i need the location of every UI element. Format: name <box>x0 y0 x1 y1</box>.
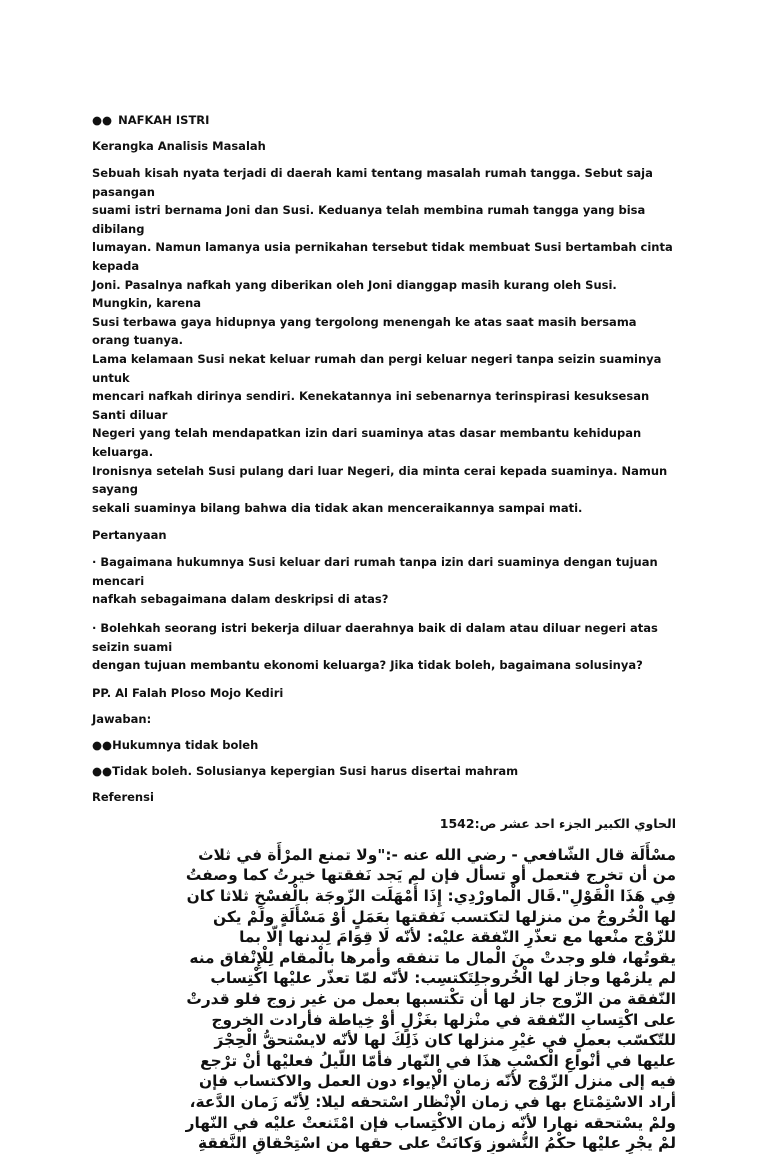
source-label: PP. Al Falah Ploso Mojo Kediri <box>92 685 284 700</box>
document-subtitle: Kerangka Analisis Masalah <box>92 139 266 153</box>
references-label: Referensi <box>92 789 154 804</box>
answer-1-text: Hukumnya tidak boleh <box>112 737 259 752</box>
document-page <box>92 112 676 1154</box>
arabic-quote-text: مسْأَلَة قال الشّافعي - رضي الله عنه -:"ولا تمنع المرْأَة في ثلاث من أن تخرج فتعمل أو تسأل فإن لم يَجد نَفقتها خيرتُ كما وصفتُ فِي هَذَا الْقَوْلِ".قَال الْماورْدِي: إِذَا أَمْهَلَت الزّوجَة بالْفسْخِ ثلاثا كان لها الْخُروجُ من منزلها لتكتسب نَفقتها بعَمَلٍ أوْ مَسْأَلَةٍ ولَمْ يكن للزّوْج منْعها مع تعذّرِ النّفقة عليْه: لأنّه لَا قِوَامَ لِبدنها إلّا بما يقوتُها، فلو وجدتْ منَ الْمال ما تنفقه وأمرها بالْمقام لِلْإِنْفاق منه لم يلزمْها وجاز لها الْخُروجلِتَكتسِب: لأنّه لمّا تعذّر عليْها اكْتِساب النّفقة من الزّوج جاز لها أن تكْتسبها بعمل من غير زوج فلو قدرتْ على اكْتِسابِ النّفقة في منْزلها بغَزْلٍ أوْ خِياطة فأرادت الخروج للتّكسّب بعملٍ في غيْرِ منزلها كان ذَلِكَ لها لأنّه لايسْتحقُّ الْحِجْرَ عليها في أنْواعِ الْكسْبِ هذَا في النّهار فأمّا اللّيلُ فعليْها أنْ ترْجع فيه إلى منزل الزّوْج لأنّه زمان الْإيواء دون العمل والاكتساب فإن أراد الاسْتِمْتاع بها في زمان الْإنْظار اسْتحقه ليلا: لِأنّه زَمان الدَّعة، ولمْ يسْتحقه نهارا لأنّه زمان الاكْتِساب فإن امْتَنعتْ عليْه في النّهار لمْ يجْرِ عليْها حكْمُ النُّشوزِ وَكانَتْ على حقها من اسْتِحْقاقِ النَّفقةِ <box>185 845 676 1153</box>
answer-1 <box>92 737 676 753</box>
document-title <box>92 112 676 128</box>
answer-1-bullet: ●● <box>92 737 113 752</box>
arabic-reference-title: الحاوي الكبير الجزء احد عشر ص:1542 <box>439 815 676 831</box>
story-paragraph: Sebuah kisah nyata terjadi di daerah kami tentang masalah rumah tangga. Sebut saja pasangan suami istri bernama Joni dan Susi. Keduanya telah membina rumah tangga yang bisa dibilang lumayan. Namun lamanya usia pernikahan tersebut tidak membuat Susi bertambah cinta kepada Joni. Pasalnya nafkah yang diberikan oleh Joni dianggap masih kurang oleh Susi. Mungkin, karena Susi terbawa gaya hidupnya yang tergolong menengah ke atas saat masih bersama orang tuanya. Lama kelamaan Susi nekat keluar rumah dan pergi keluar negeri tanpa seizin suaminya untuk mencari nafkah dirinya sendiri. Kenekatannya ini sebenarnya terinspirasi kesuksesan Santi diluar Negeri yang telah mendapatkan izin dari suaminya atas dasar membantu kehidupan keluarga. Ironisnya setelah Susi pulang dari luar Negeri, dia minta cerai kepada suaminya. Namun sayang sekali suaminya bilang bahwa dia tidak akan menceraikannya sampai mati. <box>92 166 673 515</box>
answer-2-bullet: ●● <box>92 763 113 778</box>
question-2: · Bolehkah seorang istri bekerja diluar daerahnya baik di dalam atau diluar negeri atas seizin suami dengan tujuan membantu ekonomi keluarga? Jika tidak boleh, bagaimana solusinya? <box>92 621 658 673</box>
question-1: · Bagaimana hukumnya Susi keluar dari rumah tanpa izin dari suaminya dengan tujuan mencari nafkah sebagaimana dalam deskripsi di atas? <box>92 555 658 607</box>
answer-2-text: Tidak boleh. Solusianya kepergian Susi harus disertai mahram <box>112 763 519 778</box>
bullet-glyph: ●● <box>92 113 113 127</box>
answers-label: Jawaban: <box>92 711 152 726</box>
title-text: NAFKAH ISTRI <box>118 113 210 127</box>
answer-2 <box>92 763 676 779</box>
questions-label: Pertanyaan <box>92 528 167 543</box>
